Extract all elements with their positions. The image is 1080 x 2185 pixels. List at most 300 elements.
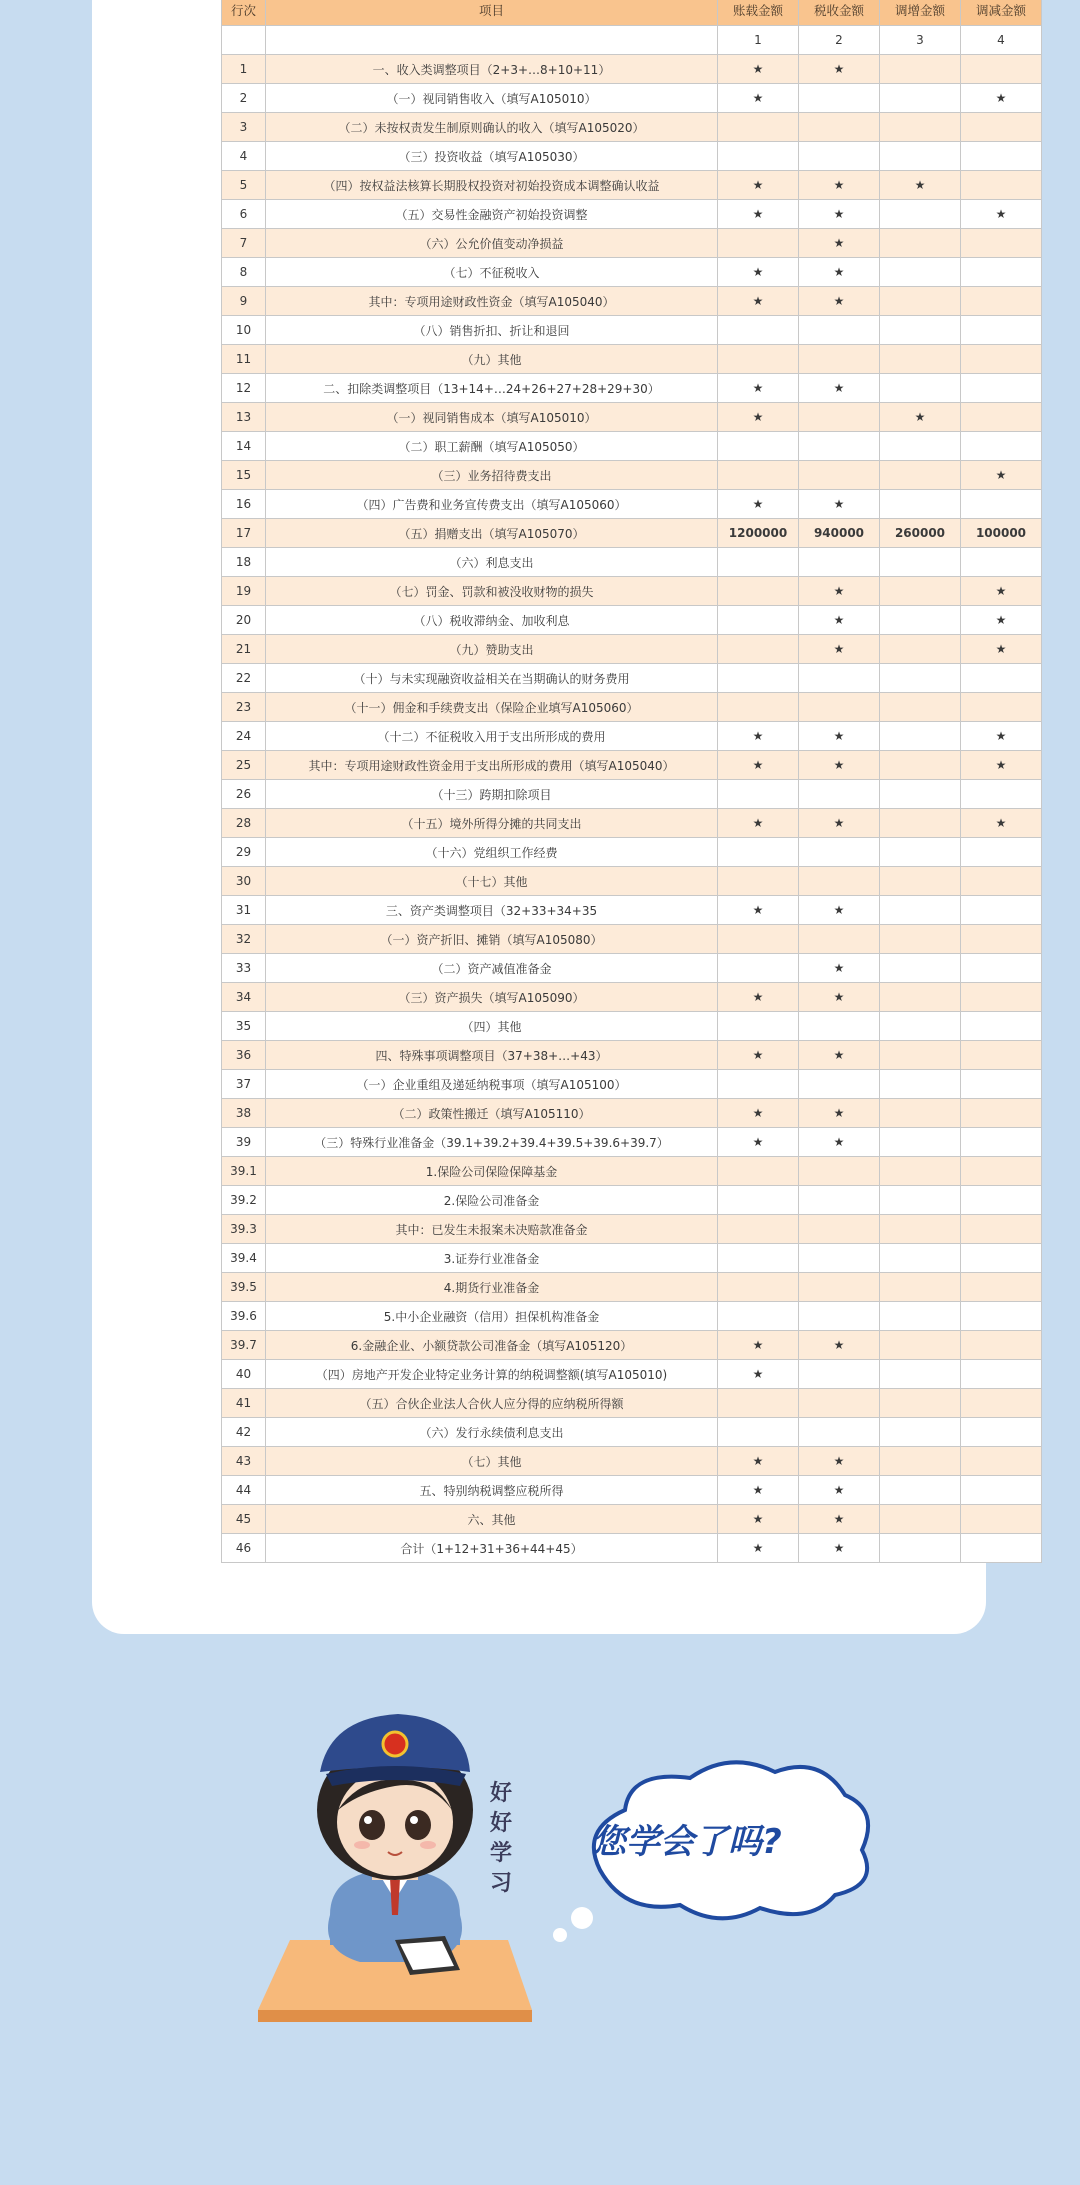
- amount-cell: ★: [718, 751, 799, 780]
- amount-cell: [880, 548, 961, 577]
- table-row: [222, 693, 1042, 722]
- amount-cell: [718, 113, 799, 142]
- item-cell: （一）企业重组及递延纳税事项（填写A105100）: [266, 1070, 718, 1099]
- table-row: [222, 374, 1042, 403]
- amount-cell: ★: [718, 287, 799, 316]
- amount-cell: [718, 1157, 799, 1186]
- amount-cell: ★: [799, 258, 880, 287]
- item-cell: （四）其他: [266, 1012, 718, 1041]
- amount-cell: ★: [961, 722, 1042, 751]
- row-number-cell: 24: [222, 722, 266, 751]
- table-row: [222, 55, 1042, 84]
- header-cell: 调增金额: [880, 0, 961, 26]
- amount-cell: ★: [880, 171, 961, 200]
- amount-cell: ★: [718, 403, 799, 432]
- amount-cell: ★: [718, 1534, 799, 1563]
- amount-cell: ★: [961, 577, 1042, 606]
- item-cell: （六）发行永续债利息支出: [266, 1418, 718, 1447]
- table-header-row: [222, 0, 1042, 26]
- item-cell: （十七）其他: [266, 867, 718, 896]
- table-row: [222, 1360, 1042, 1389]
- amount-cell: [799, 84, 880, 113]
- amount-cell: [880, 461, 961, 490]
- item-cell: （六）利息支出: [266, 548, 718, 577]
- amount-cell: [799, 1418, 880, 1447]
- row-number-cell: 46: [222, 1534, 266, 1563]
- amount-cell: ★: [799, 287, 880, 316]
- row-number-cell: 39.7: [222, 1331, 266, 1360]
- amount-cell: [880, 722, 961, 751]
- table-row: [222, 1099, 1042, 1128]
- header-cell: 行次: [222, 0, 266, 26]
- amount-cell: [718, 1070, 799, 1099]
- amount-cell: [880, 1331, 961, 1360]
- amount-cell: ★: [799, 954, 880, 983]
- amount-cell: ★: [718, 200, 799, 229]
- amount-cell: [799, 1070, 880, 1099]
- amount-cell: [880, 1215, 961, 1244]
- amount-cell: [880, 664, 961, 693]
- amount-cell: [880, 1157, 961, 1186]
- amount-cell: [961, 838, 1042, 867]
- amount-cell: [718, 316, 799, 345]
- row-number-cell: 7: [222, 229, 266, 258]
- amount-cell: [718, 142, 799, 171]
- table-row: [222, 113, 1042, 142]
- amount-cell: [799, 780, 880, 809]
- amount-cell: [880, 751, 961, 780]
- table-row: [222, 1534, 1042, 1563]
- table-row: [222, 896, 1042, 925]
- row-number-cell: 6: [222, 200, 266, 229]
- amount-cell: [961, 693, 1042, 722]
- item-cell: （一）视同销售收入（填写A105010）: [266, 84, 718, 113]
- amount-cell: ★: [961, 200, 1042, 229]
- item-cell: （八）销售折扣、折让和退回: [266, 316, 718, 345]
- amount-cell: [880, 867, 961, 896]
- amount-cell: [799, 316, 880, 345]
- row-number-cell: 10: [222, 316, 266, 345]
- amount-cell: [718, 461, 799, 490]
- amount-cell: [718, 1244, 799, 1273]
- item-cell: 其中：专项用途财政性资金用于支出所形成的费用（填写A105040）: [266, 751, 718, 780]
- amount-cell: [961, 896, 1042, 925]
- table-row: [222, 1389, 1042, 1418]
- amount-cell: [718, 867, 799, 896]
- amount-cell: [961, 374, 1042, 403]
- amount-cell: ★: [799, 635, 880, 664]
- item-cell: 1.保险公司保险保障基金: [266, 1157, 718, 1186]
- row-number-cell: 33: [222, 954, 266, 983]
- row-number-cell: 22: [222, 664, 266, 693]
- amount-cell: [880, 142, 961, 171]
- row-number-cell: 25: [222, 751, 266, 780]
- item-cell: （三）业务招待费支出: [266, 461, 718, 490]
- amount-cell: [880, 1447, 961, 1476]
- row-number-cell: 5: [222, 171, 266, 200]
- amount-cell: [799, 1273, 880, 1302]
- amount-cell: [961, 1505, 1042, 1534]
- amount-cell: [961, 954, 1042, 983]
- table-row: [222, 1157, 1042, 1186]
- row-number-cell: 17: [222, 519, 266, 548]
- table-row: [222, 780, 1042, 809]
- amount-cell: [799, 345, 880, 374]
- row-number-cell: 39.3: [222, 1215, 266, 1244]
- item-cell: （十五）境外所得分摊的共同支出: [266, 809, 718, 838]
- amount-cell: [799, 1157, 880, 1186]
- row-number-cell: 23: [222, 693, 266, 722]
- item-cell: （二）未按权责发生制原则确认的收入（填写A105020）: [266, 113, 718, 142]
- item-cell: 一、收入类调整项目（2+3+…8+10+11）: [266, 55, 718, 84]
- table-row: [222, 838, 1042, 867]
- amount-cell: [880, 577, 961, 606]
- amount-cell: ★: [718, 1476, 799, 1505]
- table-body: [222, 26, 1042, 1563]
- item-cell: （四）广告费和业务宣传费支出（填写A105060）: [266, 490, 718, 519]
- item-cell: 3.证券行业准备金: [266, 1244, 718, 1273]
- table-row: [222, 867, 1042, 896]
- row-number-cell: 39.2: [222, 1186, 266, 1215]
- row-number-cell: 4: [222, 142, 266, 171]
- amount-cell: [961, 1012, 1042, 1041]
- amount-cell: [880, 1186, 961, 1215]
- item-cell: （八）税收滞纳金、加收利息: [266, 606, 718, 635]
- amount-cell: [799, 664, 880, 693]
- amount-cell: 4: [961, 26, 1042, 55]
- item-cell: （九）其他: [266, 345, 718, 374]
- amount-cell: [799, 142, 880, 171]
- row-number-cell: 21: [222, 635, 266, 664]
- amount-cell: ★: [718, 171, 799, 200]
- amount-cell: [880, 1505, 961, 1534]
- amount-cell: ★: [961, 751, 1042, 780]
- amount-cell: [961, 664, 1042, 693]
- amount-cell: [961, 1273, 1042, 1302]
- amount-cell: [718, 606, 799, 635]
- amount-cell: [880, 1099, 961, 1128]
- amount-cell: [718, 1186, 799, 1215]
- amount-cell: [880, 925, 961, 954]
- item-cell: （十）与未实现融资收益相关在当期确认的财务费用: [266, 664, 718, 693]
- amount-cell: [880, 258, 961, 287]
- amount-cell: [718, 635, 799, 664]
- table-row: [222, 432, 1042, 461]
- item-cell: 2.保险公司准备金: [266, 1186, 718, 1215]
- table-row: [222, 983, 1042, 1012]
- table-row: [222, 258, 1042, 287]
- row-number-cell: 28: [222, 809, 266, 838]
- table-row: [222, 1012, 1042, 1041]
- amount-cell: [799, 838, 880, 867]
- table-row: [222, 1128, 1042, 1157]
- amount-cell: [880, 316, 961, 345]
- amount-cell: [961, 925, 1042, 954]
- amount-cell: [880, 693, 961, 722]
- amount-cell: [880, 1012, 961, 1041]
- amount-cell: ★: [799, 229, 880, 258]
- amount-cell: [718, 1389, 799, 1418]
- amount-cell: [961, 1447, 1042, 1476]
- amount-cell: [880, 838, 961, 867]
- amount-cell: [961, 1070, 1042, 1099]
- amount-cell: [880, 1418, 961, 1447]
- item-cell: 6.金融企业、小额贷款公司准备金（填写A105120）: [266, 1331, 718, 1360]
- amount-cell: [880, 200, 961, 229]
- amount-cell: ★: [799, 1476, 880, 1505]
- table-row: [222, 1215, 1042, 1244]
- amount-cell: [880, 1534, 961, 1563]
- row-number-cell: 15: [222, 461, 266, 490]
- amount-cell: [880, 84, 961, 113]
- side-char-3: 学: [490, 1841, 513, 1866]
- amount-cell: [880, 432, 961, 461]
- table-row: [222, 200, 1042, 229]
- table-row: [222, 1331, 1042, 1360]
- amount-cell: [880, 780, 961, 809]
- amount-cell: [961, 983, 1042, 1012]
- amount-cell: [961, 1099, 1042, 1128]
- row-number-cell: 43: [222, 1447, 266, 1476]
- amount-cell: [961, 1244, 1042, 1273]
- row-number-cell: 39: [222, 1128, 266, 1157]
- amount-cell: ★: [718, 55, 799, 84]
- row-number-cell: 45: [222, 1505, 266, 1534]
- table-row: [222, 26, 1042, 55]
- amount-cell: ★: [718, 983, 799, 1012]
- table-row: [222, 287, 1042, 316]
- amount-cell: [961, 548, 1042, 577]
- amount-cell: [880, 983, 961, 1012]
- amount-cell: [718, 838, 799, 867]
- amount-cell: [718, 1012, 799, 1041]
- item-cell: （二）政策性搬迁（填写A105110）: [266, 1099, 718, 1128]
- amount-cell: [799, 867, 880, 896]
- table-row: [222, 490, 1042, 519]
- item-cell: （三）投资收益（填写A105030）: [266, 142, 718, 171]
- amount-cell: [961, 780, 1042, 809]
- amount-cell: 3: [880, 26, 961, 55]
- row-number-cell: 39.5: [222, 1273, 266, 1302]
- table-row: [222, 403, 1042, 432]
- amount-cell: [718, 693, 799, 722]
- amount-cell: ★: [718, 1447, 799, 1476]
- amount-cell: [799, 432, 880, 461]
- row-number-cell: 29: [222, 838, 266, 867]
- header-cell: 税收金额: [799, 0, 880, 26]
- amount-cell: [880, 374, 961, 403]
- amount-cell: ★: [880, 403, 961, 432]
- table-row: [222, 954, 1042, 983]
- amount-cell: [880, 345, 961, 374]
- amount-cell: [718, 1302, 799, 1331]
- amount-cell: [961, 1331, 1042, 1360]
- amount-cell: ★: [718, 809, 799, 838]
- table-row: [222, 316, 1042, 345]
- row-number-cell: 34: [222, 983, 266, 1012]
- amount-cell: [799, 1302, 880, 1331]
- amount-cell: ★: [799, 722, 880, 751]
- amount-cell: [799, 403, 880, 432]
- table-row: [222, 84, 1042, 113]
- amount-cell: [961, 1389, 1042, 1418]
- amount-cell: ★: [799, 1447, 880, 1476]
- amount-cell: [880, 1476, 961, 1505]
- side-char-1: 好: [490, 1781, 513, 1806]
- row-number-cell: 9: [222, 287, 266, 316]
- item-cell: （七）不征税收入: [266, 258, 718, 287]
- amount-cell: [718, 954, 799, 983]
- table-row: [222, 809, 1042, 838]
- amount-cell: [799, 1244, 880, 1273]
- amount-cell: ★: [799, 1505, 880, 1534]
- amount-cell: 2: [799, 26, 880, 55]
- item-cell: （三）资产损失（填写A105090）: [266, 983, 718, 1012]
- amount-cell: ★: [799, 577, 880, 606]
- item-cell: 五、特别纳税调整应税所得: [266, 1476, 718, 1505]
- row-number-cell: 39.1: [222, 1157, 266, 1186]
- header-cell: 项目: [266, 0, 718, 26]
- amount-cell: [961, 171, 1042, 200]
- row-number-cell: 42: [222, 1418, 266, 1447]
- table-row: [222, 345, 1042, 374]
- row-number-cell: 18: [222, 548, 266, 577]
- amount-cell: ★: [799, 1041, 880, 1070]
- row-number-cell: 36: [222, 1041, 266, 1070]
- row-number-cell: 41: [222, 1389, 266, 1418]
- amount-cell: [799, 461, 880, 490]
- table-row: [222, 519, 1042, 548]
- item-cell: （十一）佣金和手续费支出（保险企业填写A105060）: [266, 693, 718, 722]
- thought-bubble: [553, 1762, 868, 1942]
- item-cell: 其中：专项用途财政性资金（填写A105040）: [266, 287, 718, 316]
- illustration: [0, 1700, 1080, 2120]
- amount-cell: [718, 577, 799, 606]
- amount-cell: [880, 606, 961, 635]
- row-number-cell: 8: [222, 258, 266, 287]
- amount-cell: [880, 1273, 961, 1302]
- amount-cell: ★: [718, 1041, 799, 1070]
- amount-cell: [799, 548, 880, 577]
- table-row: [222, 1418, 1042, 1447]
- row-number-cell: 26: [222, 780, 266, 809]
- row-number-cell: 11: [222, 345, 266, 374]
- study-hard-text: [490, 1780, 512, 1896]
- amount-cell: ★: [718, 490, 799, 519]
- content-card: [92, 0, 1027, 1634]
- item-cell: （六）公允价值变动净损益: [266, 229, 718, 258]
- amount-cell: [880, 55, 961, 84]
- amount-cell: [961, 1186, 1042, 1215]
- row-number-cell: 40: [222, 1360, 266, 1389]
- table-row: [222, 577, 1042, 606]
- amount-cell: [961, 403, 1042, 432]
- row-number-cell: 35: [222, 1012, 266, 1041]
- amount-cell: ★: [718, 1099, 799, 1128]
- row-number-cell: [222, 26, 266, 55]
- table-row: [222, 1186, 1042, 1215]
- amount-cell: [799, 113, 880, 142]
- amount-cell: [961, 142, 1042, 171]
- amount-cell: ★: [961, 809, 1042, 838]
- amount-cell: [718, 1215, 799, 1244]
- amount-cell: ★: [799, 55, 880, 84]
- item-cell: （七）其他: [266, 1447, 718, 1476]
- row-number-cell: 13: [222, 403, 266, 432]
- bubble-text: 您学会了吗?: [592, 1822, 782, 1862]
- amount-cell: ★: [718, 1331, 799, 1360]
- amount-cell: [880, 1128, 961, 1157]
- item-cell: 5.中小企业融资（信用）担保机构准备金: [266, 1302, 718, 1331]
- table-row: [222, 635, 1042, 664]
- amount-cell: [961, 490, 1042, 519]
- item-cell: （九）赞助支出: [266, 635, 718, 664]
- row-number-cell: 19: [222, 577, 266, 606]
- amount-cell: [718, 432, 799, 461]
- amount-cell: [718, 664, 799, 693]
- amount-cell: [880, 809, 961, 838]
- table-row: [222, 548, 1042, 577]
- amount-cell: [799, 1389, 880, 1418]
- table-row: [222, 925, 1042, 954]
- item-cell: 二、扣除类调整项目（13+14+…24+26+27+28+29+30）: [266, 374, 718, 403]
- row-number-cell: 38: [222, 1099, 266, 1128]
- row-number-cell: 3: [222, 113, 266, 142]
- amount-cell: [799, 1360, 880, 1389]
- table-row: [222, 722, 1042, 751]
- amount-cell: [718, 1418, 799, 1447]
- amount-cell: [880, 635, 961, 664]
- amount-cell: ★: [799, 490, 880, 519]
- row-number-cell: 12: [222, 374, 266, 403]
- item-cell: （五）合伙企业法人合伙人应分得的应纳税所得额: [266, 1389, 718, 1418]
- amount-cell: ★: [799, 1534, 880, 1563]
- item-cell: （五）捐赠支出（填写A105070）: [266, 519, 718, 548]
- amount-cell: ★: [799, 896, 880, 925]
- amount-cell: ★: [718, 1505, 799, 1534]
- amount-cell: ★: [961, 461, 1042, 490]
- row-number-cell: 16: [222, 490, 266, 519]
- amount-cell: [799, 1012, 880, 1041]
- amount-cell: [961, 1360, 1042, 1389]
- tax-adjustment-table: [221, 0, 1042, 1563]
- amount-cell: ★: [718, 1128, 799, 1157]
- item-cell: 六、其他: [266, 1505, 718, 1534]
- row-number-cell: 14: [222, 432, 266, 461]
- amount-cell: [961, 55, 1042, 84]
- table-row: [222, 1505, 1042, 1534]
- amount-cell: [961, 1534, 1042, 1563]
- amount-cell: [718, 925, 799, 954]
- item-cell: （三）特殊行业准备金（39.1+39.2+39.4+39.5+39.6+39.7）: [266, 1128, 718, 1157]
- item-cell: （一）资产折旧、摊销（填写A105080）: [266, 925, 718, 954]
- row-number-cell: 20: [222, 606, 266, 635]
- row-number-cell: 39.4: [222, 1244, 266, 1273]
- table-row: [222, 171, 1042, 200]
- table-row: [222, 1244, 1042, 1273]
- item-cell: （七）罚金、罚款和被没收财物的损失: [266, 577, 718, 606]
- amount-cell: [961, 113, 1042, 142]
- amount-cell: [961, 287, 1042, 316]
- table-row: [222, 1273, 1042, 1302]
- row-number-cell: 37: [222, 1070, 266, 1099]
- amount-cell: ★: [799, 1128, 880, 1157]
- amount-cell: [718, 780, 799, 809]
- item-cell: （四）按权益法核算长期股权投资对初始投资成本调整确认收益: [266, 171, 718, 200]
- amount-cell: 1200000: [718, 519, 799, 548]
- amount-cell: [961, 1476, 1042, 1505]
- table-row: [222, 142, 1042, 171]
